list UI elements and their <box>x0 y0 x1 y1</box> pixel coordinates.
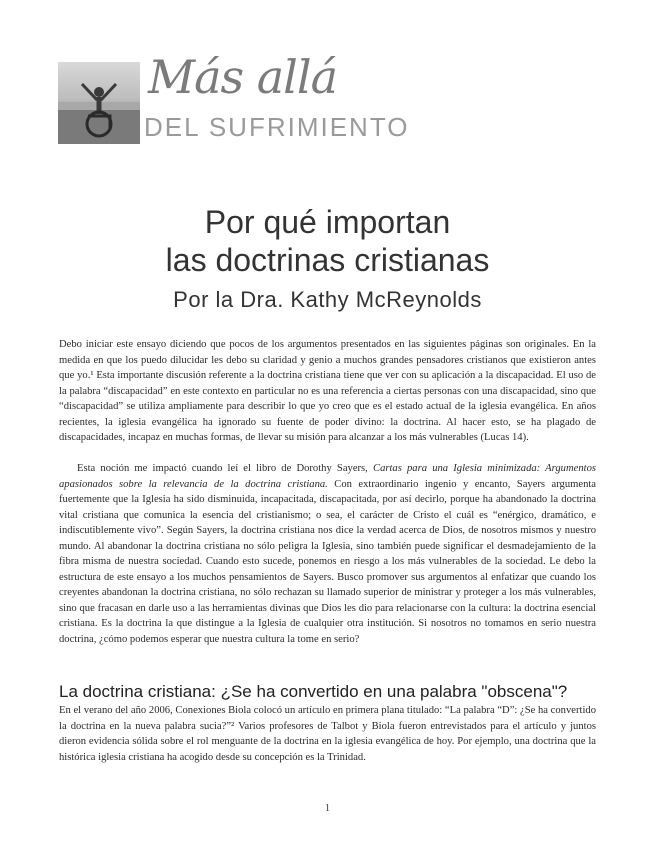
page-number: 1 <box>325 803 330 814</box>
section-heading: La doctrina cristiana: ¿Se ha convertido en una palabra "obscena"? <box>59 682 568 701</box>
title-line-1: Por qué importan <box>204 204 451 240</box>
logo-script-text: Más allá <box>148 50 338 104</box>
logo-subtitle-text: DEL SUFRIMIENTO <box>144 112 410 142</box>
byline: Por la Dra. Kathy McReynolds <box>173 287 482 312</box>
wheelchair-figure-icon <box>58 62 140 144</box>
paragraph-2-rest: Con extraordinario ingenio y encanto, Sayers argumenta fuertemente que la Iglesia ha sido disminuida, incapacitada, discapacitada, por así decirlo, porque ha abandonado la doctrina vital cristiana que comunica la esencia del cristianismo; o sea, el carácter de Cristo el cuál es “enérgico, dramático, e indiscutiblemente vivo”. Según Sayers, la doctrina cristiana nos dice la verdad acerca de Dios, de nosotros mismos y nuestro mundo. Al abandonar la doctrina cristiana no sólo peligra la Iglesia, sino también puede significar el desmadejamiento de la fibra misma de nuestra sociedad. Cuando esto sucede, ponemos en riesgo a los más vulnerables de la sociedad. Le debo la estructura de este ensayo a los muchos pensamientos de Sayers. Busco promover sus argumentos al enfatizar que cuando los creyentes abandonan la doctrina cristiana, no sólo rechazan su llamado superior de ministrar y proteger a los más vulnerables, sino que fracasan en darle uso a las herramientas divinas que Dios les dio para relacionarse con la cultura: la doctrina esencial cristiana. Es la doctrina la que distingue a la Iglesia de cualquier otra institución. Si nosotros no tomamos en serio nuestra doctrina, ¿cómo podemos esperar que nuestra cultura la tome en serio? <box>59 478 597 645</box>
paragraph-2-intro: Esta noción me impactó cuando leí el libro de Dorothy Sayers, <box>77 463 373 474</box>
paragraph-3: En el verano del año 2006, Conexiones Biola colocó un artículo en primera plana titulado: “La palabra “D”: ¿Se ha convertido la doctrina en la nueva palabra sucia?”² Varios profesores de Talbot y Biola fueron entrevistados para el artículo y juntos dieron evidencia sólida sobre el rol menguante de la doctrina en la iglesia evangélica de hoy. Por ejemplo, una doctrina que la histórica iglesia cristiana ha acogido desde su concepción es la Trinidad. <box>59 705 596 763</box>
title-line-2: las doctrinas cristianas <box>165 242 490 278</box>
book-title: Cartas para una Iglesia minimizada: Argumentos apasionados sobre la relevancia de la doctrina cristiana. <box>59 463 596 490</box>
paragraph-2 <box>59 461 596 647</box>
paragraph-1: Debo iniciar este ensayo diciendo que pocos de los argumentos presentados en las siguientes páginas son originales. En la medida en que los puedo dilucidar les debo su claridad y genio a muchos grandes pensadores cristianos que existieron antes que yo.¹ Esta importante discusión referente a la doctrina cristiana tiene que ver con su aplicación a la discapacidad. El uso de la palabra “discapacidad” en este contexto en particular no es una referencia a ciertas personas con una discapacidad, sino que “discapacidad” se utiliza ampliamente para describir lo que yo creo que es el estado actual de la iglesia evangélica. En años recientes, la iglesia evangélica ha ignorado su fuente de poder divino: la doctrina. Al hacer esto, se ha plagado de discapacidades, incapaz en muchas formas, de llevar su misión para alcanzar a los más vulnerables (Lucas 14). <box>59 339 596 443</box>
logo-photo <box>58 62 140 144</box>
